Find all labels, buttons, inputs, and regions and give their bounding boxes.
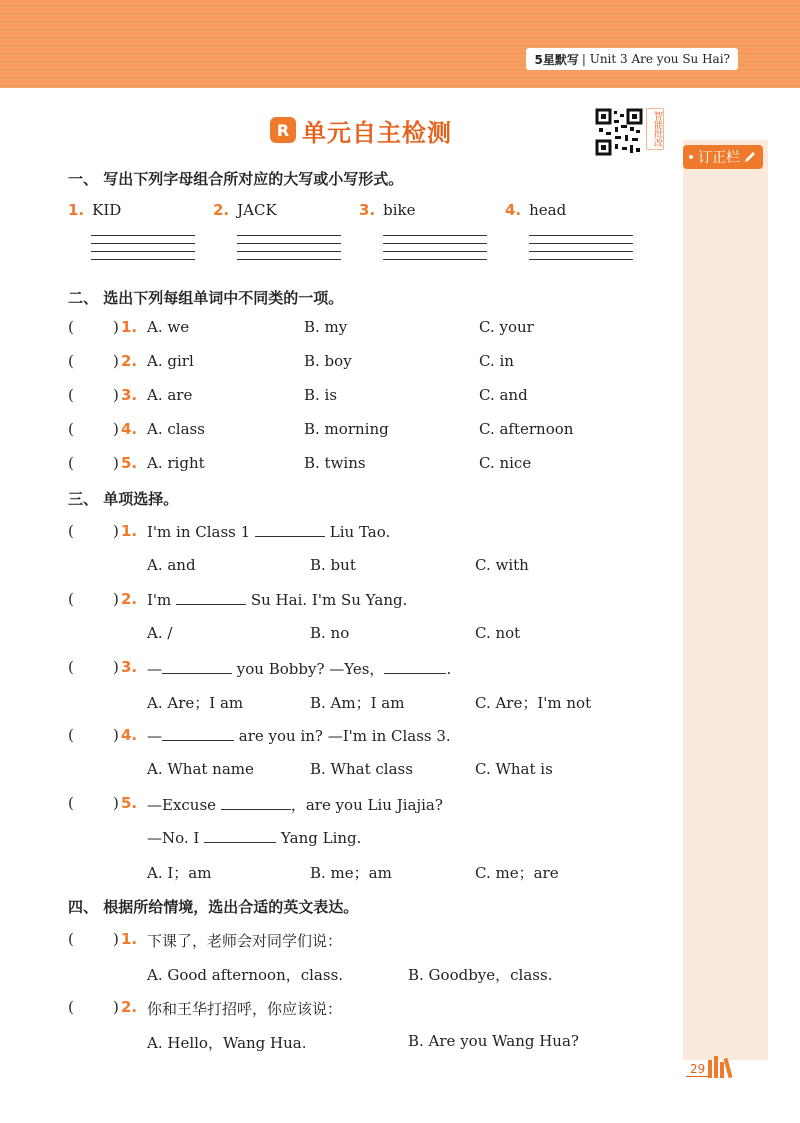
letter-word: bike [383, 201, 416, 219]
situation-prompt: 你和王华打招呼，你应该说： [147, 1000, 343, 1018]
item-number: 2. [121, 352, 138, 370]
option-b: B. Am；I am [310, 694, 405, 712]
stem-text: —No. I [147, 829, 200, 847]
option-b: B. boy [304, 352, 352, 370]
stem-text: Yang Ling. [280, 829, 362, 847]
option-b: B. Goodbye，class. [408, 966, 553, 984]
header-brand: 5星默写 [534, 52, 579, 67]
option-a: A. / [147, 624, 173, 642]
answer-paren-open[interactable]: ( [68, 454, 74, 472]
option-a: A. class [147, 420, 205, 438]
letter-item-2 [213, 201, 277, 219]
item-number: 4. [505, 201, 522, 219]
stem-text: Su Hai. I'm Su Yang. [250, 591, 408, 609]
answer-paren-open[interactable]: ( [68, 658, 74, 676]
option-b: B. What class [310, 760, 413, 778]
question-stem [147, 658, 451, 679]
answer-paren-close: ) [113, 930, 119, 948]
option-a: A. we [147, 318, 190, 336]
answer-paren-close: ) [113, 386, 119, 404]
option-b: B. morning [304, 420, 389, 438]
option-c: C. in [479, 352, 514, 370]
answer-paren-close: ) [113, 658, 119, 676]
option-c: C. nice [479, 454, 532, 472]
option-a: A. right [147, 454, 205, 472]
option-b: B. me；am [310, 864, 392, 882]
answer-paren-open[interactable]: ( [68, 794, 74, 812]
item-number: 1. [68, 201, 85, 219]
stem-text: you Bobby? —Yes， [236, 660, 385, 678]
answer-paren-open[interactable]: ( [68, 352, 74, 370]
option-c: C. with [475, 556, 529, 574]
stem-text: ，are you Liu Jiajia? [290, 796, 443, 814]
option-c: C. not [475, 624, 521, 642]
option-c: C. your [479, 318, 534, 336]
option-a: A. Hello，Wang Hua. [147, 1034, 307, 1052]
writing-lines-4[interactable] [529, 228, 633, 260]
option-b: B. but [310, 556, 356, 574]
item-number: 3. [121, 658, 138, 676]
answer-paren-close: ) [113, 420, 119, 438]
fill-blank[interactable] [176, 590, 246, 605]
fill-blank[interactable] [221, 795, 291, 810]
option-c: C. What is [475, 760, 553, 778]
stem-text: —Excuse [147, 796, 217, 814]
answer-paren-open[interactable]: ( [68, 930, 74, 948]
page-title-text: 单元自主检测 [302, 118, 452, 147]
answer-paren-close: ) [113, 352, 119, 370]
question-stem-line-2 [147, 828, 361, 847]
stem-text: Liu Tao. [329, 523, 391, 541]
top-banner [0, 0, 800, 88]
item-number: 3. [121, 386, 138, 404]
correction-column [683, 140, 768, 1060]
option-c: C. Are；I'm not [475, 694, 592, 712]
question-stem [147, 590, 407, 609]
letter-item-1 [68, 201, 121, 219]
answer-paren-open[interactable]: ( [68, 522, 74, 540]
item-number: 1. [121, 522, 138, 540]
books-icon [708, 1056, 730, 1078]
option-a: A. What name [147, 760, 254, 778]
answer-paren-open[interactable]: ( [68, 726, 74, 744]
question-stem [147, 522, 390, 541]
section-1-heading: 一、 写出下列字母组合所对应的大写或小写形式。 [68, 170, 404, 188]
title-logo-icon: R [270, 117, 296, 143]
fill-blank[interactable] [204, 828, 276, 843]
item-number: 4. [121, 726, 138, 744]
pencil-icon [743, 150, 757, 164]
letter-word: head [529, 201, 567, 219]
answer-paren-open[interactable]: ( [68, 386, 74, 404]
header-unit-tag [526, 48, 738, 70]
letter-item-3 [359, 201, 416, 219]
answer-paren-open[interactable]: ( [68, 318, 74, 336]
item-number: 1. [121, 930, 138, 948]
stem-text: — [147, 727, 162, 745]
option-b: B. my [304, 318, 348, 336]
correction-tab-label: 订正栏 [698, 150, 740, 166]
answer-paren-open[interactable]: ( [68, 998, 74, 1016]
question-stem [147, 794, 443, 815]
option-b: B. Are you Wang Hua? [408, 1032, 579, 1050]
header-unit: | Unit 3 Are you Su Hai? [581, 52, 730, 66]
page-title [270, 114, 452, 146]
stem-text: — [147, 660, 162, 678]
item-number: 2. [213, 201, 230, 219]
option-a: A. Good afternoon，class. [147, 966, 344, 984]
fill-blank[interactable] [162, 659, 232, 674]
stem-text: I'm in Class 1 [147, 523, 251, 541]
option-c: C. and [479, 386, 528, 404]
section-2-heading: 二、 选出下列每组单词中不同类的一项。 [68, 289, 344, 307]
fill-blank[interactable] [162, 726, 234, 741]
answer-paren-close: ) [113, 454, 119, 472]
answer-paren-open[interactable]: ( [68, 420, 74, 438]
answer-paren-close: ) [113, 590, 119, 608]
item-number: 4. [121, 420, 138, 438]
answer-paren-close: ) [113, 794, 119, 812]
option-b: B. twins [304, 454, 366, 472]
qr-caption: 智能批改 [646, 108, 664, 150]
item-number: 5. [121, 454, 138, 472]
situation-prompt: 下课了，老师会对同学们说： [147, 932, 343, 950]
qr-code-icon[interactable] [595, 108, 643, 156]
correction-tab [683, 145, 763, 169]
option-a: A. are [147, 386, 193, 404]
fill-blank[interactable] [255, 522, 325, 537]
item-number: 2. [121, 590, 138, 608]
option-a: A. and [147, 556, 196, 574]
answer-paren-close: ) [113, 318, 119, 336]
writing-lines-1[interactable] [91, 228, 195, 260]
option-a: A. I；am [147, 864, 212, 882]
writing-lines-3[interactable] [383, 228, 487, 260]
answer-paren-close: ) [113, 998, 119, 1016]
option-a: A. girl [147, 352, 194, 370]
letter-word: JACK [237, 201, 277, 219]
answer-paren-close: ) [113, 726, 119, 744]
stem-text: I'm [147, 591, 172, 609]
option-b: B. is [304, 386, 338, 404]
answer-paren-open[interactable]: ( [68, 590, 74, 608]
stem-text: . [446, 660, 452, 678]
option-c: C. me；are [475, 864, 559, 882]
item-number: 3. [359, 201, 376, 219]
answer-paren-close: ) [113, 522, 119, 540]
section-3-heading: 三、 单项选择。 [68, 490, 179, 508]
item-number: 2. [121, 998, 138, 1016]
fill-blank[interactable] [384, 659, 446, 674]
item-number: 5. [121, 794, 138, 812]
stem-text: are you in? —I'm in Class 3. [238, 727, 451, 745]
section-4-heading: 四、 根据所给情境，选出合适的英文表达。 [68, 898, 359, 916]
letter-word: KID [92, 201, 122, 219]
question-stem [147, 726, 451, 745]
option-b: B. no [310, 624, 350, 642]
letter-item-4 [505, 201, 566, 219]
writing-lines-2[interactable] [237, 228, 341, 260]
option-c: C. afternoon [479, 420, 574, 438]
option-a: A. Are；I am [147, 694, 244, 712]
page-number: 29 [686, 1062, 709, 1077]
item-number: 1. [121, 318, 138, 336]
bullet-icon [689, 155, 693, 159]
